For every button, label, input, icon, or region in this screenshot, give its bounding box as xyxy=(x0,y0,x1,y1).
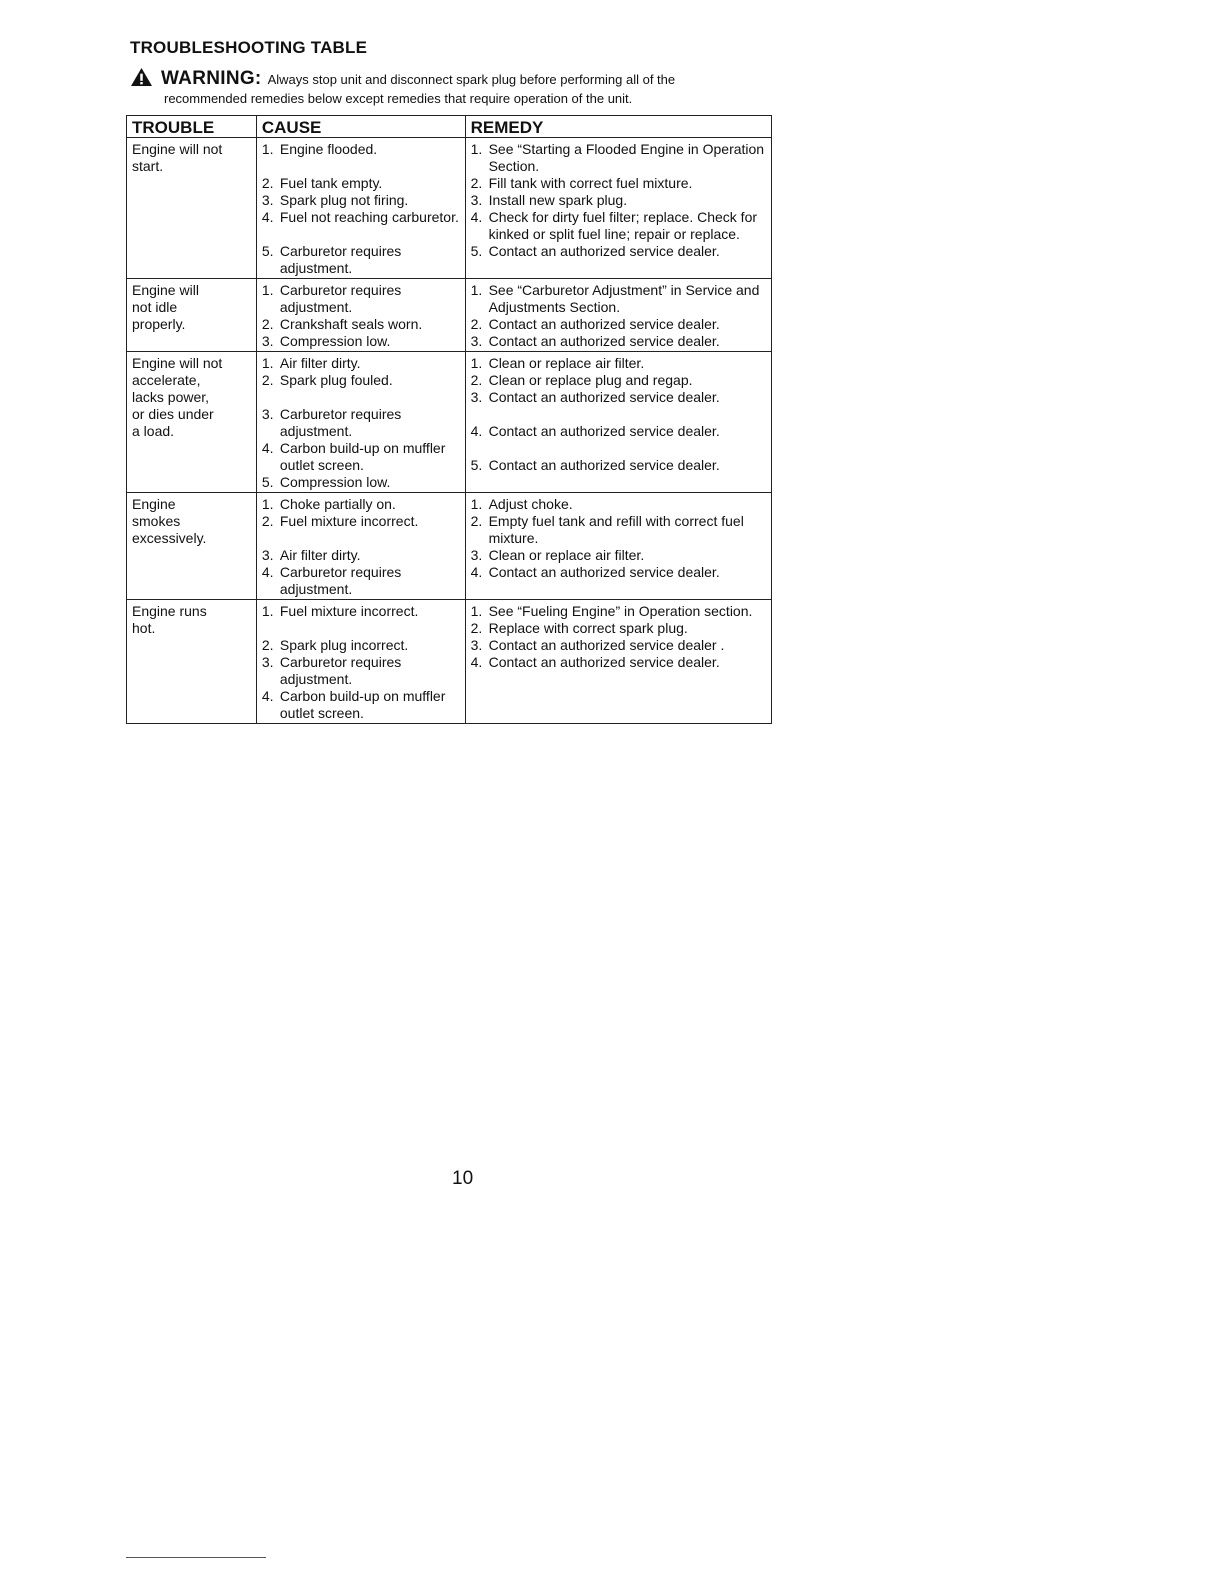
remedy-item xyxy=(471,175,766,192)
cause-number: 3. xyxy=(261,406,274,422)
cause-number: 4. xyxy=(261,564,274,580)
cause-text: Carburetor requires adjustment. xyxy=(279,654,402,687)
table-row xyxy=(127,600,772,724)
remedy-item xyxy=(471,513,766,547)
cause-item xyxy=(262,603,460,620)
cause-cell xyxy=(256,493,465,600)
cause-text: Spark plug not firing. xyxy=(279,192,409,208)
remedy-text: Check for dirty fuel filter; replace. Check for kinked or split fuel line; repair or replace. xyxy=(488,209,758,242)
remedy-number: 2. xyxy=(470,513,483,529)
trouble-text: properly. xyxy=(132,316,186,332)
remedy-text: Replace with correct spark plug. xyxy=(488,620,688,636)
remedy-number: 1. xyxy=(470,282,483,298)
cause-item xyxy=(262,547,460,564)
remedy-cell xyxy=(465,279,771,352)
cause-text: Compression low. xyxy=(279,333,391,349)
cause-item xyxy=(262,372,460,389)
remedy-text: See “Starting a Flooded Engine in Operation Section. xyxy=(488,141,765,174)
cause-text: Carburetor requires adjustment. xyxy=(279,406,402,439)
trouble-text: start. xyxy=(132,158,164,174)
page-title: TROUBLESHOOTING TABLE xyxy=(130,38,368,57)
remedy-text: Install new spark plug. xyxy=(488,192,628,208)
remedy-text: Adjust choke. xyxy=(488,496,573,512)
remedy-number: 4. xyxy=(470,564,483,580)
trouble-text: not idle xyxy=(132,299,178,315)
cause-text: Crankshaft seals worn. xyxy=(279,316,423,332)
cause-number: 2. xyxy=(261,175,274,191)
trouble-text: Engine will not xyxy=(132,141,223,157)
remedy-text: Empty fuel tank and refill with correct fuel mixture. xyxy=(488,513,744,546)
remedy-item xyxy=(471,316,766,333)
cause-text: Engine flooded. xyxy=(279,141,378,157)
cause-item xyxy=(262,496,460,513)
cause-item xyxy=(262,192,460,209)
remedy-number: 4. xyxy=(470,209,483,225)
trouble-text: Engine xyxy=(132,496,176,512)
cause-item xyxy=(262,654,460,688)
warning-label: WARNING: xyxy=(161,68,262,89)
cause-item xyxy=(262,209,460,226)
trouble-text: or dies under xyxy=(132,406,214,422)
remedy-cell xyxy=(465,352,771,493)
remedy-item xyxy=(471,355,766,372)
cause-item xyxy=(262,355,460,372)
trouble-text: excessively. xyxy=(132,530,207,546)
table-row xyxy=(127,352,772,493)
cause-number: 3. xyxy=(261,654,274,670)
remedy-text: Fill tank with correct fuel mixture. xyxy=(488,175,693,191)
remedy-number: 5. xyxy=(470,457,483,473)
remedy-text: Contact an authorized service dealer. xyxy=(488,457,720,473)
trouble-cell xyxy=(127,279,257,352)
header-cause: CAUSE xyxy=(256,116,465,138)
cause-number: 4. xyxy=(261,209,274,225)
remedy-item xyxy=(471,637,766,654)
remedy-number: 3. xyxy=(470,192,483,208)
cause-number: 3. xyxy=(261,547,274,563)
remedy-text: See “Fueling Engine” in Operation section. xyxy=(488,603,753,619)
cause-text: Fuel not reaching carburetor. xyxy=(279,209,459,225)
cause-text: Compression low. xyxy=(279,474,391,490)
header-remedy: REMEDY xyxy=(465,116,771,138)
cause-number: 2. xyxy=(261,316,274,332)
cause-number: 3. xyxy=(261,192,274,208)
cause-text: Spark plug incorrect. xyxy=(279,637,409,653)
remedy-text: Contact an authorized service dealer. xyxy=(488,654,720,670)
cause-number: 4. xyxy=(261,440,274,456)
remedy-text: Clean or replace air filter. xyxy=(488,547,645,563)
remedy-cell xyxy=(465,600,771,724)
remedy-item xyxy=(471,141,766,175)
remedy-item xyxy=(471,389,766,406)
cause-text: Spark plug fouled. xyxy=(279,372,393,388)
remedy-number: 1. xyxy=(470,141,483,157)
cause-item xyxy=(262,243,460,277)
cause-text: Carburetor requires adjustment. xyxy=(279,282,402,315)
remedy-number: 2. xyxy=(470,372,483,388)
cause-item xyxy=(262,513,460,530)
page-number: 10 xyxy=(452,1168,474,1189)
remedy-number: 3. xyxy=(470,637,483,653)
cause-text: Fuel mixture incorrect. xyxy=(279,513,419,529)
warning-text-line2: recommended remedies below except remedies that require operation of the unit. xyxy=(164,91,633,106)
remedy-item xyxy=(471,654,766,671)
cause-number: 2. xyxy=(261,513,274,529)
remedy-item xyxy=(471,372,766,389)
remedy-item xyxy=(471,496,766,513)
footer-divider xyxy=(126,1557,266,1558)
remedy-item xyxy=(471,192,766,209)
cause-number: 3. xyxy=(261,333,274,349)
cause-item xyxy=(262,406,460,440)
remedy-number: 1. xyxy=(470,496,483,512)
warning-triangle-icon xyxy=(130,67,153,87)
remedy-text: Contact an authorized service dealer. xyxy=(488,423,720,439)
trouble-cell xyxy=(127,600,257,724)
troubleshooting-table xyxy=(126,115,772,724)
remedy-number: 1. xyxy=(470,603,483,619)
remedy-text: Contact an authorized service dealer. xyxy=(488,333,720,349)
remedy-text: Contact an authorized service dealer. xyxy=(488,316,720,332)
cause-text: Carbon build-up on muffler outlet screen. xyxy=(279,688,446,721)
cause-item xyxy=(262,637,460,654)
cause-cell xyxy=(256,279,465,352)
remedy-text: Contact an authorized service dealer. xyxy=(488,389,720,405)
remedy-item xyxy=(471,547,766,564)
remedy-number: 5. xyxy=(470,243,483,259)
remedy-item xyxy=(471,423,766,440)
trouble-text: hot. xyxy=(132,620,156,636)
cause-cell xyxy=(256,138,465,279)
cause-item xyxy=(262,440,460,474)
cause-text: Carburetor requires adjustment. xyxy=(279,243,402,276)
remedy-item xyxy=(471,333,766,350)
trouble-text: smokes xyxy=(132,513,181,529)
remedy-number: 4. xyxy=(470,423,483,439)
remedy-item xyxy=(471,564,766,581)
trouble-text: Engine runs xyxy=(132,603,207,619)
remedy-cell xyxy=(465,138,771,279)
cause-item xyxy=(262,175,460,192)
remedy-text: Clean or replace air filter. xyxy=(488,355,645,371)
trouble-text: accelerate, xyxy=(132,372,201,388)
remedy-text: Contact an authorized service dealer . xyxy=(488,637,725,653)
trouble-text: Engine will xyxy=(132,282,199,298)
cause-item xyxy=(262,688,460,722)
table-header-row xyxy=(127,116,772,138)
trouble-text: Engine will not xyxy=(132,355,223,371)
cause-number: 1. xyxy=(261,141,274,157)
remedy-item xyxy=(471,620,766,637)
cause-text: Choke partially on. xyxy=(279,496,396,512)
remedy-item xyxy=(471,457,766,474)
remedy-number: 3. xyxy=(470,547,483,563)
cause-number: 4. xyxy=(261,688,274,704)
table-row xyxy=(127,138,772,279)
cause-text: Carburetor requires adjustment. xyxy=(279,564,402,597)
remedy-item xyxy=(471,243,766,260)
cause-item xyxy=(262,564,460,598)
cause-cell xyxy=(256,600,465,724)
trouble-text: lacks power, xyxy=(132,389,210,405)
cause-cell xyxy=(256,352,465,493)
remedy-item xyxy=(471,282,766,316)
remedy-cell xyxy=(465,493,771,600)
remedy-text: Contact an authorized service dealer. xyxy=(488,564,720,580)
remedy-number: 3. xyxy=(470,389,483,405)
cause-number: 1. xyxy=(261,603,274,619)
table-row xyxy=(127,493,772,600)
cause-item xyxy=(262,282,460,316)
trouble-text: a load. xyxy=(132,423,175,439)
trouble-cell xyxy=(127,138,257,279)
cause-number: 2. xyxy=(261,372,274,388)
cause-number: 1. xyxy=(261,496,274,512)
remedy-number: 3. xyxy=(470,333,483,349)
cause-number: 2. xyxy=(261,637,274,653)
remedy-item xyxy=(471,209,766,243)
remedy-number: 2. xyxy=(470,620,483,636)
cause-text: Carbon build-up on muffler outlet screen. xyxy=(279,440,446,473)
cause-number: 1. xyxy=(261,355,274,371)
cause-text: Air filter dirty. xyxy=(279,547,361,563)
remedy-number: 4. xyxy=(470,654,483,670)
cause-number: 1. xyxy=(261,282,274,298)
cause-item xyxy=(262,474,460,491)
remedy-text: See “Carburetor Adjustment” in Service and Adjustments Section. xyxy=(488,282,760,315)
trouble-cell xyxy=(127,493,257,600)
remedy-number: 2. xyxy=(470,175,483,191)
warning-notice xyxy=(130,64,770,106)
table-row xyxy=(127,279,772,352)
cause-text: Fuel tank empty. xyxy=(279,175,383,191)
remedy-text: Clean or replace plug and regap. xyxy=(488,372,693,388)
warning-text-line1: Always stop unit and disconnect spark plug before performing all of the xyxy=(267,72,676,87)
header-trouble: TROUBLE xyxy=(127,116,257,138)
remedy-text: Contact an authorized service dealer. xyxy=(488,243,720,259)
remedy-item xyxy=(471,603,766,620)
cause-item xyxy=(262,141,460,158)
cause-text: Fuel mixture incorrect. xyxy=(279,603,419,619)
cause-item xyxy=(262,316,460,333)
cause-number: 5. xyxy=(261,243,274,259)
trouble-cell xyxy=(127,352,257,493)
cause-item xyxy=(262,333,460,350)
remedy-number: 1. xyxy=(470,355,483,371)
cause-text: Air filter dirty. xyxy=(279,355,361,371)
remedy-number: 2. xyxy=(470,316,483,332)
cause-number: 5. xyxy=(261,474,274,490)
